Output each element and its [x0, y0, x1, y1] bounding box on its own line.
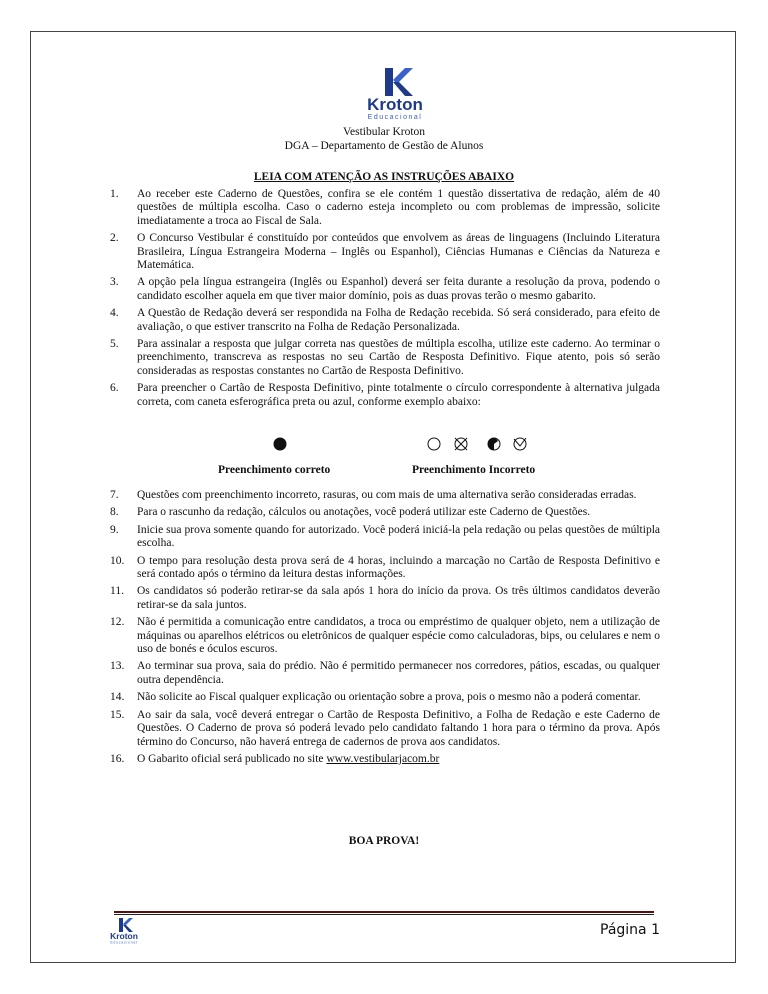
instruction-item — [110, 506, 660, 519]
header-title: Vestibular Kroton — [342, 126, 426, 138]
instruction-number: 2. — [110, 232, 119, 245]
page-number: Página 1 — [600, 922, 660, 938]
x-circle-icon — [455, 438, 467, 450]
correct-fill-example — [270, 434, 290, 454]
instruction-number: 13. — [110, 660, 125, 673]
instruction-item — [110, 660, 660, 687]
instruction-number: 16. — [110, 752, 125, 765]
instruction-number: 7. — [110, 489, 119, 501]
instruction-item — [110, 232, 660, 272]
instruction-text — [137, 753, 660, 766]
instruction-number: 8. — [110, 506, 119, 519]
closing-message: BOA PROVA! — [348, 835, 420, 847]
footer-logo-tagline-text: Educacional — [110, 940, 138, 944]
instruction-text: A opção pela língua estrangeira (Inglês ou Espanhol) deverá ser feita durante a resolução da prova, podendo o candidato escolher aquela em que tiver maior domínio, pois as duas provas terão o mesmo gabarito. — [137, 276, 660, 302]
instructions-list-b — [110, 489, 660, 770]
instruction-number: 14. — [110, 691, 125, 704]
header-subtitle: DGA – Departamento de Gestão de Alunos — [284, 140, 484, 152]
instruction-text: Para assinalar a resposta que julgar correta nas questões de múltipla escolha, utilize este caderno. Ao terminar o preenchimento, transcreva as respostas no seu Cartão de Resposta Definitivo. Fique atento, pois só serão consideradas as respostas constantes no Cartão de Resposta Definitivo. — [137, 338, 660, 377]
footer-rule-thin — [114, 914, 654, 915]
instruction-item — [110, 188, 660, 228]
instruction-text: Ao terminar sua prova, saia do prédio. Não é permitido permanecer nos corredores, pátios, escadas, ou qualquer outra dependência. — [137, 660, 660, 686]
instruction-text: Os candidatos só poderão retirar-se da sala após 1 hora do início da prova. Os três últimos candidatos deverão retirar-se da sala juntos. — [137, 585, 660, 611]
filled-circle-icon — [274, 438, 287, 451]
instructions-title: LEIA COM ATENÇÃO AS INSTRUÇÕES ABAIXO — [253, 171, 515, 183]
instruction-item — [110, 307, 660, 334]
instruction-item — [110, 585, 660, 612]
empty-circle-icon — [428, 438, 440, 450]
instruction-text: Ao receber este Caderno de Questões, confira se ele contém 1 questão dissertativa de redação, além de 40 questões de múltipla escolha. Caso o caderno esteja incompleto ou com problemas de impressão, solicite imediatamente a troca ao Fiscal de Sala. — [137, 188, 660, 227]
instruction-text: Para o rascunho da redação, cálculos ou anotações, você poderá utilizar este Caderno de Questões. — [137, 506, 591, 519]
instruction-item — [110, 616, 660, 656]
footer-kroton-logo — [104, 918, 144, 944]
instruction-number: 5. — [110, 338, 119, 351]
footer-logo-brand-text: Kroton — [110, 931, 138, 941]
instruction-item — [110, 489, 660, 502]
incorrect-fill-examples — [424, 434, 534, 454]
correct-fill-label: Preenchimento correto — [218, 464, 331, 476]
instruction-text: O tempo para resolução desta prova será de 4 horas, incluindo a marcação no Cartão de Resposta Definitivo e será contado após o término da leitura destas informações. — [137, 554, 660, 581]
kroton-k-icon — [119, 918, 133, 932]
instruction-text: Não solicite ao Fiscal qualquer explicação ou orientação sobre a prova, pois o mesmo não a poderá comentar. — [137, 691, 641, 704]
instruction-number: 3. — [110, 276, 119, 289]
kroton-logo — [355, 68, 435, 120]
instruction-item — [110, 555, 660, 582]
instruction-text: A Questão de Redação deverá ser respondida na Folha de Redação recebida. Só será considerado, para efeito de avaliação, o que estiver transcrito na Folha de Redação Personalizada. — [137, 307, 660, 333]
instruction-text: O Concurso Vestibular é constituído por conteúdos que envolvem as áreas de linguagens (Incluindo Literatura Brasileira, Língua Estrangeira Moderna – Inglês ou Espanhol), Ciências Humanas e Ciências da Natureza e Matemática. — [137, 232, 660, 272]
half-filled-circle-icon — [488, 438, 500, 450]
logo-tagline-text: Educacional — [367, 114, 423, 120]
instruction-number: 9. — [110, 523, 119, 536]
kroton-k-icon — [385, 68, 413, 96]
instruction-item — [110, 691, 660, 704]
instruction-text: Ao sair da sala, você deverá entregar o Cartão de Resposta Definitivo, a Folha de Redação e este Caderno de Questões. O Caderno de prova só poderá levado pelo candidato faltando 1 hora para o término da prova. Após término do Concurso, não haverá entrega de cadernos de prova aos candidatos. — [137, 708, 660, 748]
instruction-number: 1. — [110, 188, 119, 200]
instruction-number: 10. — [110, 554, 125, 567]
instruction-number: 12. — [110, 616, 125, 629]
check-circle-icon — [514, 438, 526, 450]
instruction-item — [110, 276, 660, 303]
instruction-item — [110, 338, 660, 378]
instruction-item — [110, 524, 660, 551]
instruction-text: Inicie sua prova somente quando for autorizado. Você poderá iniciá-la pela redação ou pelas questões de múltipla escolha. — [137, 523, 660, 550]
instruction-text: Para preencher o Cartão de Resposta Definitivo, pinte totalmente o círculo correspondente à alternativa julgada correta, com caneta esferográfica preta ou azul, conforme exemplo abaixo: — [137, 382, 660, 408]
instruction-number: 6. — [110, 382, 119, 395]
instruction-number: 11. — [110, 585, 124, 598]
instruction-text-prefix: O Gabarito oficial será publicado no site — [137, 752, 327, 765]
instruction-text: Não é permitida a comunicação entre candidatos, a troca ou empréstimo de qualquer objeto, nem a utilização de máquinas ou aparelhos elétricos ou eletrônicos de qualquer espécie como calculadoras, bips, ou celulares e nem o uso de bonés e óculos escuros. — [137, 616, 660, 656]
results-website-link[interactable]: www.vestibularjacom.br — [326, 752, 440, 765]
logo-brand-text: Kroton — [367, 95, 423, 114]
instruction-item — [110, 382, 660, 409]
instruction-text: Questões com preenchimento incorreto, rasuras, ou com mais de uma alternativa serão consideradas erradas. — [137, 489, 637, 501]
instructions-list-a — [110, 188, 660, 413]
instruction-number: 15. — [110, 708, 125, 721]
footer-rule — [114, 911, 654, 913]
incorrect-fill-label: Preenchimento Incorreto — [412, 464, 536, 476]
instruction-number: 4. — [110, 307, 119, 320]
instruction-item — [110, 709, 660, 749]
instruction-item — [110, 753, 660, 766]
